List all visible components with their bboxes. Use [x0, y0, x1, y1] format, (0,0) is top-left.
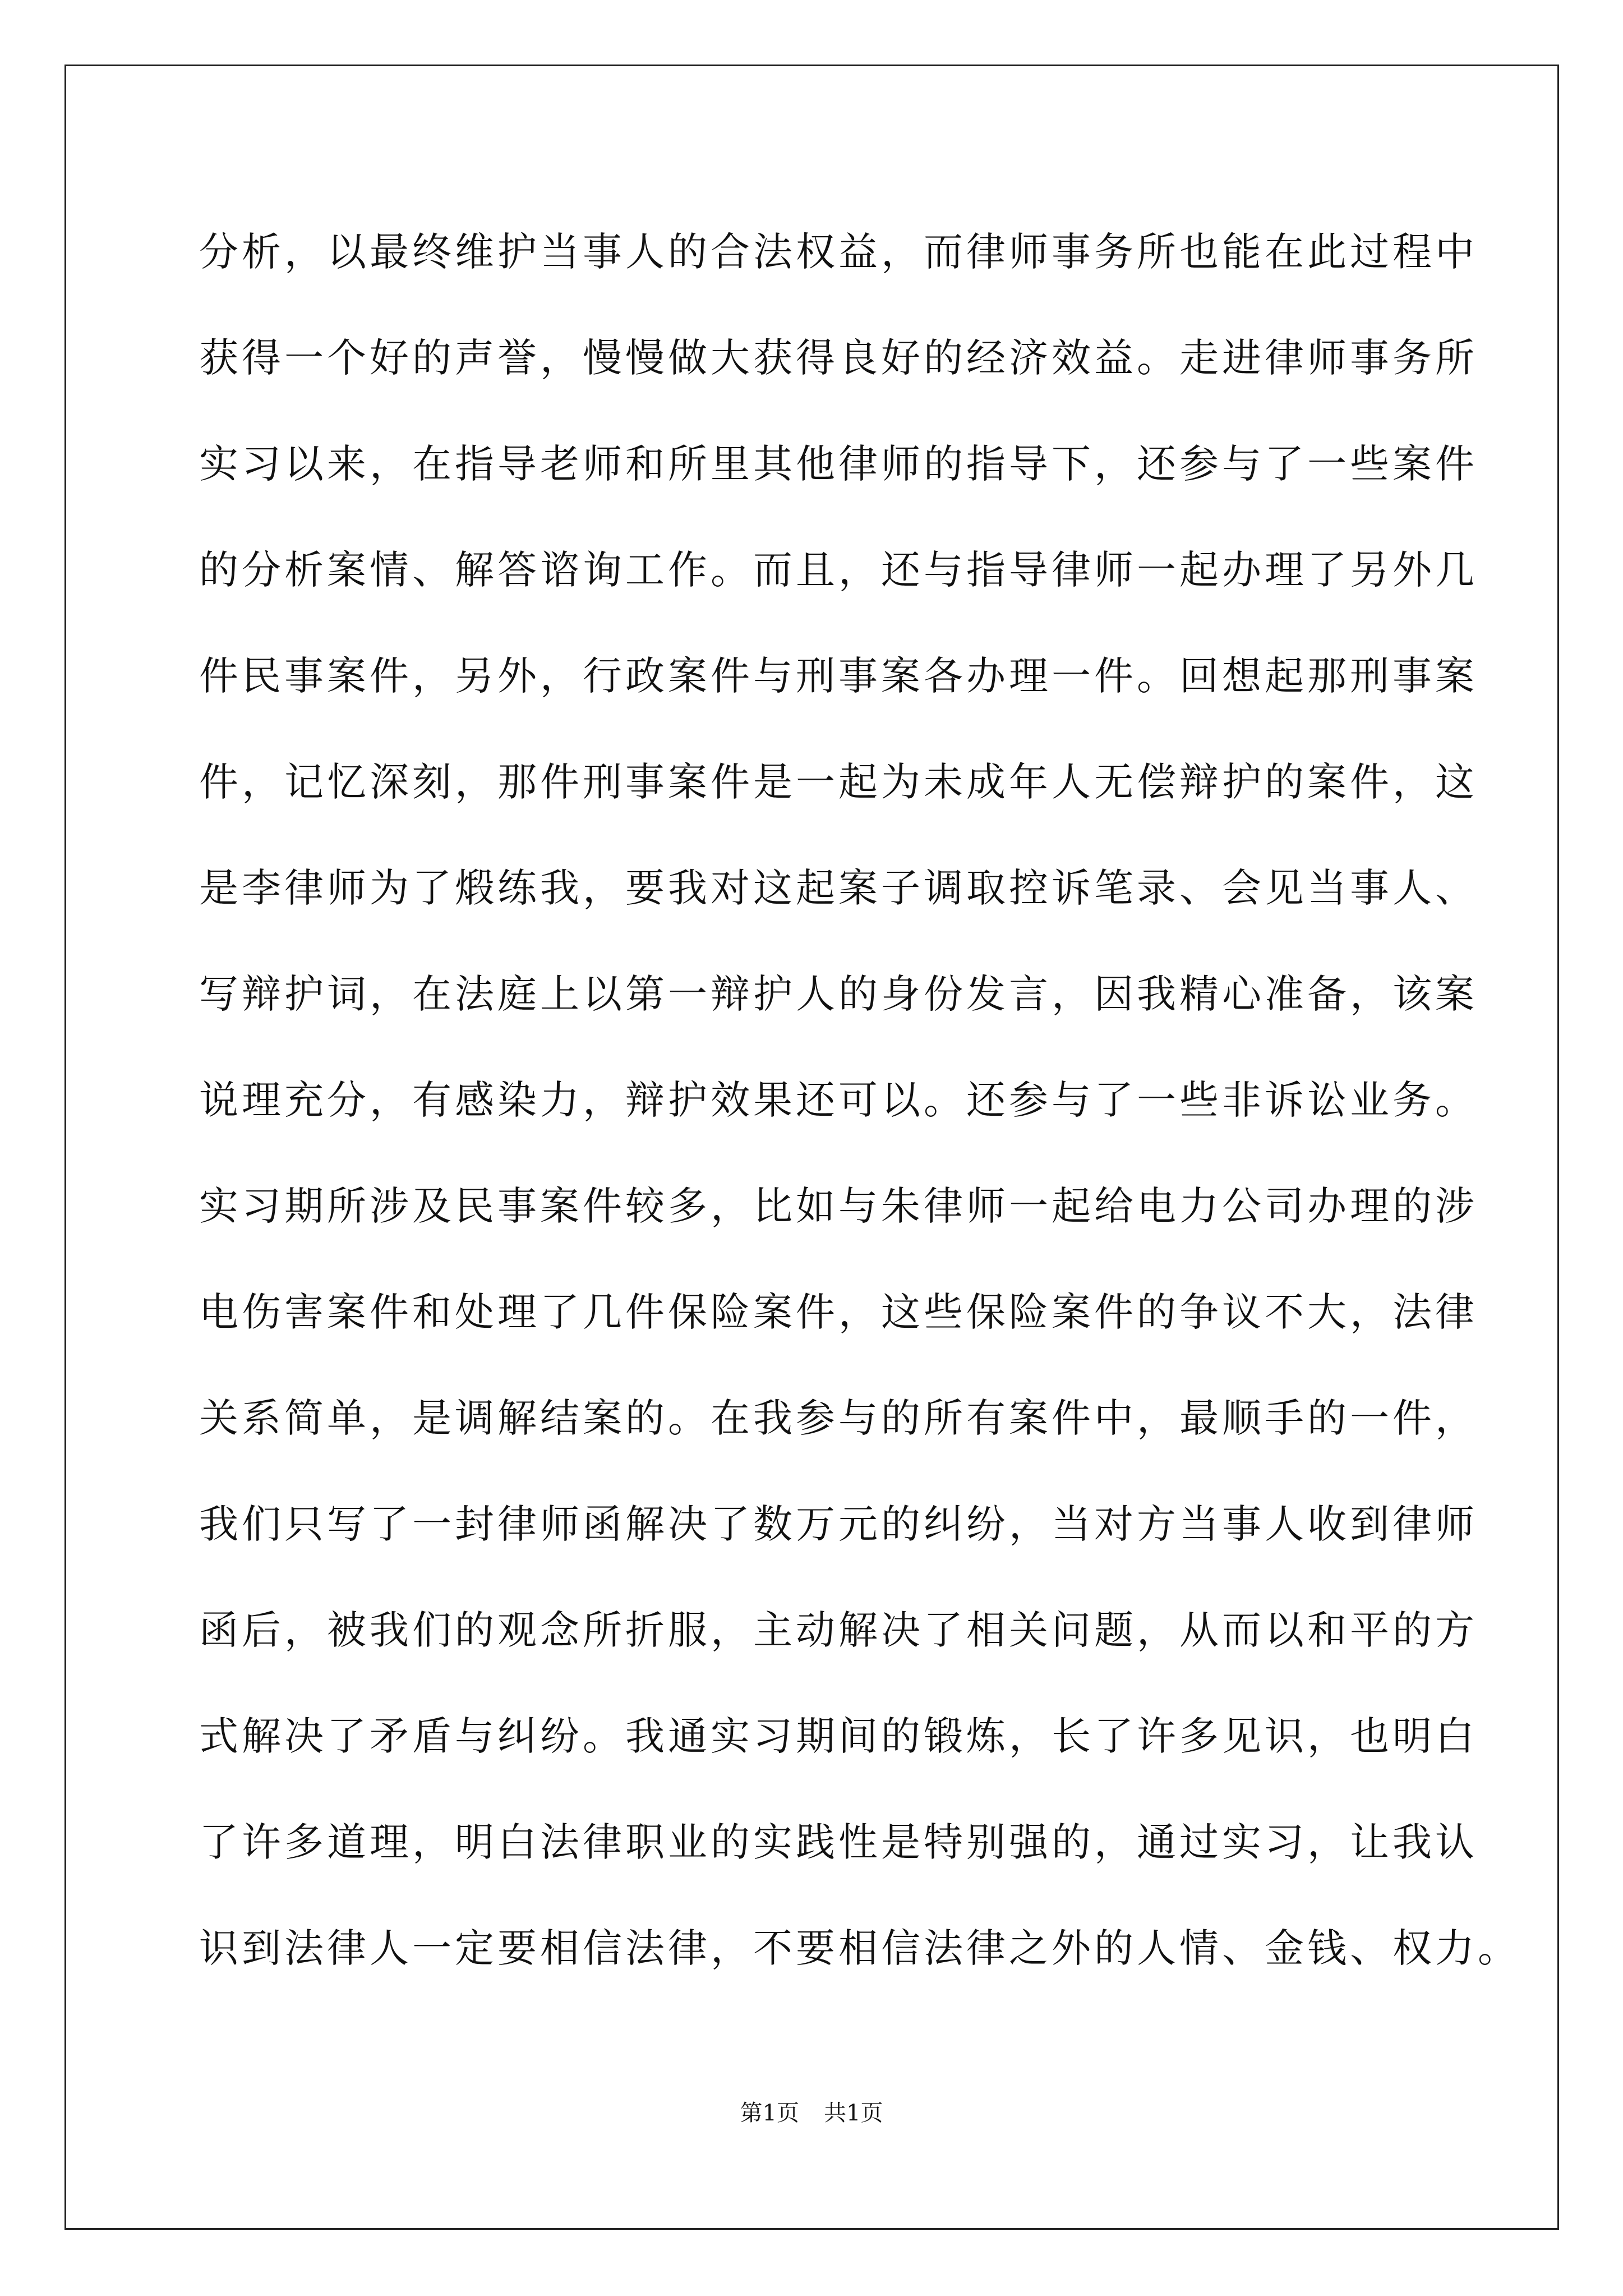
text-line: 识到法律人一定要相信法律，不要相信法律之外的人情、金钱、权力。 — [199, 1925, 1520, 1971]
page-number-current: 第1页 — [740, 2100, 799, 2126]
text-line: 式解决了矛盾与纠纷。我通实习期间的锻炼，长了许多见识，也明白 — [199, 1713, 1478, 1759]
text-line: 说理充分，有感染力，辩护效果还可以。还参与了一些非诉讼业务。 — [199, 1077, 1478, 1123]
text-line: 的分析案情、解答谘询工作。而且，还与指导律师一起办理了另外几 — [199, 547, 1478, 593]
text-line: 实习以来，在指导老师和所里其他律师的指导下，还参与了一些案件 — [199, 441, 1478, 487]
text-line: 获得一个好的声誉，慢慢做大获得良好的经济效益。走进律师事务所 — [199, 335, 1478, 381]
text-line: 关系简单，是调解结案的。在我参与的所有案件中，最顺手的一件， — [199, 1395, 1478, 1441]
text-line: 了许多道理，明白法律职业的实践性是特别强的，通过实习，让我认 — [199, 1819, 1478, 1865]
text-line: 函后，被我们的观念所折服，主动解决了相关问题，从而以和平的方 — [199, 1607, 1478, 1653]
text-line: 件民事案件，另外，行政案件与刑事案各办理一件。回想起那刑事案 — [199, 653, 1478, 699]
text-line: 我们只写了一封律师函解决了数万元的纠纷，当对方当事人收到律师 — [199, 1501, 1478, 1547]
text-line: 件，记忆深刻，那件刑事案件是一起为未成年人无偿辩护的案件，这 — [199, 759, 1478, 805]
text-line: 是李律师为了煅练我，要我对这起案子调取控诉笔录、会见当事人、 — [199, 865, 1478, 911]
page-footer — [0, 2095, 1623, 2127]
document-body — [199, 199, 1520, 2001]
text-line: 分析，以最终维护当事人的合法权益，而律师事务所也能在此过程中 — [199, 229, 1478, 275]
text-line: 写辩护词，在法庭上以第一辩护人的身份发言，因我精心准备，该案 — [199, 971, 1478, 1017]
text-line: 实习期所涉及民事案件较多，比如与朱律师一起给电力公司办理的涉 — [199, 1183, 1478, 1229]
text-line: 电伤害案件和处理了几件保险案件，这些保险案件的争议不大，法律 — [199, 1289, 1478, 1335]
page-number-total: 共1页 — [824, 2100, 883, 2126]
